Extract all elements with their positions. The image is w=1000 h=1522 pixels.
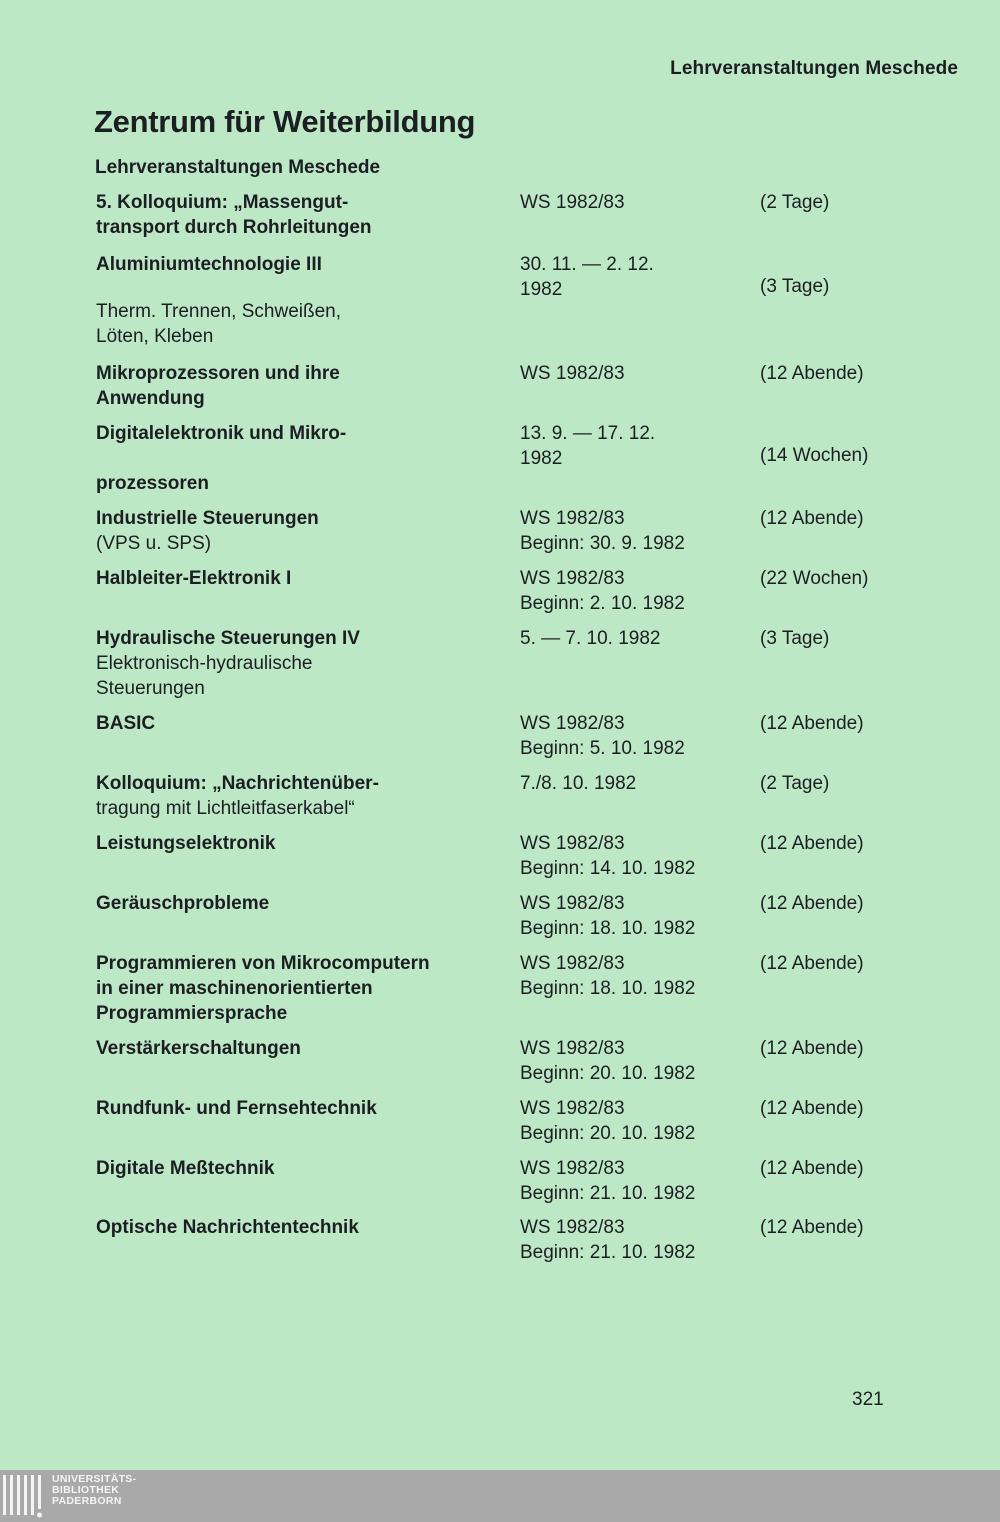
course-title (96, 771, 496, 821)
library-name (52, 1474, 136, 1507)
course-title (96, 1096, 496, 1121)
course-term (520, 626, 740, 651)
course-term-line: WS 1982/83 (520, 192, 625, 213)
course-title-line: Leistungselektronik (96, 833, 276, 854)
course-term-line: 7./8. 10. 1982 (520, 773, 637, 794)
course-subtitle-line: tragung mit Lichtleitfaserkabel“ (96, 798, 355, 819)
course-duration: (22 Wochen) (760, 568, 869, 589)
course-duration: (12 Abende) (760, 1158, 864, 1179)
course-term (520, 771, 740, 796)
course-term-line: WS 1982/83 (520, 1098, 625, 1119)
course-duration: (2 Tage) (760, 192, 830, 213)
course-term-line: Beginn: 20. 10. 1982 (520, 1123, 696, 1144)
page-title: Zentrum für Weiterbildung (94, 104, 476, 139)
course-duration: (2 Tage) (760, 773, 830, 794)
course-term-line: WS 1982/83 (520, 1217, 625, 1238)
course-term-line: WS 1982/83 (520, 1038, 625, 1059)
course-term (520, 711, 740, 761)
course-title (96, 951, 496, 1026)
course-term (520, 421, 740, 471)
course-term-line: WS 1982/83 (520, 953, 625, 974)
course-term-line: Beginn: 21. 10. 1982 (520, 1242, 696, 1263)
course-title-line: Programmiersprache (96, 1003, 288, 1024)
course-term-line: WS 1982/83 (520, 363, 625, 384)
course-duration: (12 Abende) (760, 893, 864, 914)
course-title (96, 626, 496, 701)
course-title-line: Aluminiumtechnologie III (96, 254, 322, 275)
course-term-line: Beginn: 18. 10. 1982 (520, 918, 696, 939)
course-term (520, 891, 740, 941)
course-title (96, 1215, 496, 1240)
course-title-line: 5. Kolloquium: „Massengut- (96, 192, 349, 213)
course-term-line: 30. 11. — 2. 12. (520, 254, 654, 275)
course-title-line: BASIC (96, 713, 156, 734)
course-title-line: in einer maschinenorientierten (96, 978, 373, 999)
course-title-line: Industrielle Steuerungen (96, 508, 319, 529)
course-term (520, 831, 740, 881)
library-name-line: PADERBORN (52, 1495, 122, 1507)
course-term-line: Beginn: 2. 10. 1982 (520, 593, 685, 614)
course-term-line: Beginn: 14. 10. 1982 (520, 858, 696, 879)
course-term (520, 506, 740, 556)
course-term-line: WS 1982/83 (520, 568, 625, 589)
course-term-line: 1982 (520, 448, 563, 469)
running-head: Lehrveranstaltungen Meschede (670, 58, 958, 79)
course-term-line: Beginn: 20. 10. 1982 (520, 1063, 696, 1084)
course-title (96, 361, 496, 411)
course-term-line: Beginn: 5. 10. 1982 (520, 738, 685, 759)
course-title-line: Anwendung (96, 388, 205, 409)
course-title-line: Optische Nachrichtentechnik (96, 1217, 359, 1238)
course-title (96, 506, 496, 556)
course-title (96, 190, 496, 240)
library-name-line: BIBLIOTHEK (52, 1484, 120, 1496)
course-title-line: Hydraulische Steuerungen IV (96, 628, 360, 649)
course-subtitle-line: Steuerungen (96, 678, 205, 699)
course-term-line: Beginn: 21. 10. 1982 (520, 1183, 696, 1204)
course-title-line: Kolloquium: „Nachrichtenüber- (96, 773, 379, 794)
course-term-line: WS 1982/83 (520, 833, 625, 854)
course-duration: (12 Abende) (760, 363, 864, 384)
section-subtitle: Lehrveranstaltungen Meschede (95, 157, 381, 178)
course-subtitle-line: Therm. Trennen, Schweißen, (96, 301, 341, 322)
course-term-line: WS 1982/83 (520, 1158, 625, 1179)
course-title (96, 831, 496, 856)
course-title-line: Verstärkerschaltungen (96, 1038, 301, 1059)
course-title-line: transport durch Rohrleitungen (96, 217, 372, 238)
course-title (96, 711, 496, 736)
course-term-line: WS 1982/83 (520, 893, 625, 914)
course-title-line: Programmieren von Mikrocomputern (96, 953, 430, 974)
course-term (520, 1215, 740, 1265)
course-duration: (3 Tage) (760, 276, 830, 297)
course-title-line: Mikroprozessoren und ihre (96, 363, 340, 384)
course-subtitle-line: (VPS u. SPS) (96, 533, 212, 554)
course-term (520, 361, 740, 386)
course-duration: (12 Abende) (760, 833, 864, 854)
page-number: 321 (852, 1389, 884, 1410)
course-term-line: 5. — 7. 10. 1982 (520, 628, 661, 649)
course-term-line: Beginn: 30. 9. 1982 (520, 533, 685, 554)
course-term-line: WS 1982/83 (520, 508, 625, 529)
course-duration: (12 Abende) (760, 1217, 864, 1238)
course-term (520, 1036, 740, 1086)
course-duration: (3 Tage) (760, 628, 830, 649)
course-term (520, 252, 740, 302)
library-logo-icon (0, 1473, 48, 1519)
course-duration: (12 Abende) (760, 713, 864, 734)
course-title-line: Geräuschprobleme (96, 893, 270, 914)
course-duration: (12 Abende) (760, 953, 864, 974)
course-term (520, 190, 740, 215)
course-title (96, 1036, 496, 1061)
course-duration: (14 Wochen) (760, 445, 869, 466)
course-subtitle-line: Elektronisch-hydraulische (96, 653, 313, 674)
course-duration: (12 Abende) (760, 1098, 864, 1119)
course-duration: (12 Abende) (760, 1038, 864, 1059)
course-title-line: prozessoren (96, 473, 209, 494)
course-term (520, 566, 740, 616)
course-term-line: WS 1982/83 (520, 713, 625, 734)
course-title (96, 566, 496, 591)
course-title-line: Halbleiter-Elektronik I (96, 568, 292, 589)
library-footer (0, 1470, 1000, 1522)
course-term-line: 13. 9. — 17. 12. (520, 423, 656, 444)
course-title (96, 1156, 496, 1181)
course-term-line: Beginn: 18. 10. 1982 (520, 978, 696, 999)
course-term (520, 951, 740, 1001)
course-duration: (12 Abende) (760, 508, 864, 529)
course-title-line: Digitale Meßtechnik (96, 1158, 275, 1179)
course-title (96, 891, 496, 916)
course-term (520, 1096, 740, 1146)
course-subtitle-line: Löten, Kleben (96, 326, 214, 347)
course-title-line: Rundfunk- und Fernsehtechnik (96, 1098, 377, 1119)
course-term-line: 1982 (520, 279, 563, 300)
course-title-line: Digitalelektronik und Mikro- (96, 423, 347, 444)
course-term (520, 1156, 740, 1206)
library-name-line: UNIVERSITÄTS- (52, 1473, 137, 1485)
